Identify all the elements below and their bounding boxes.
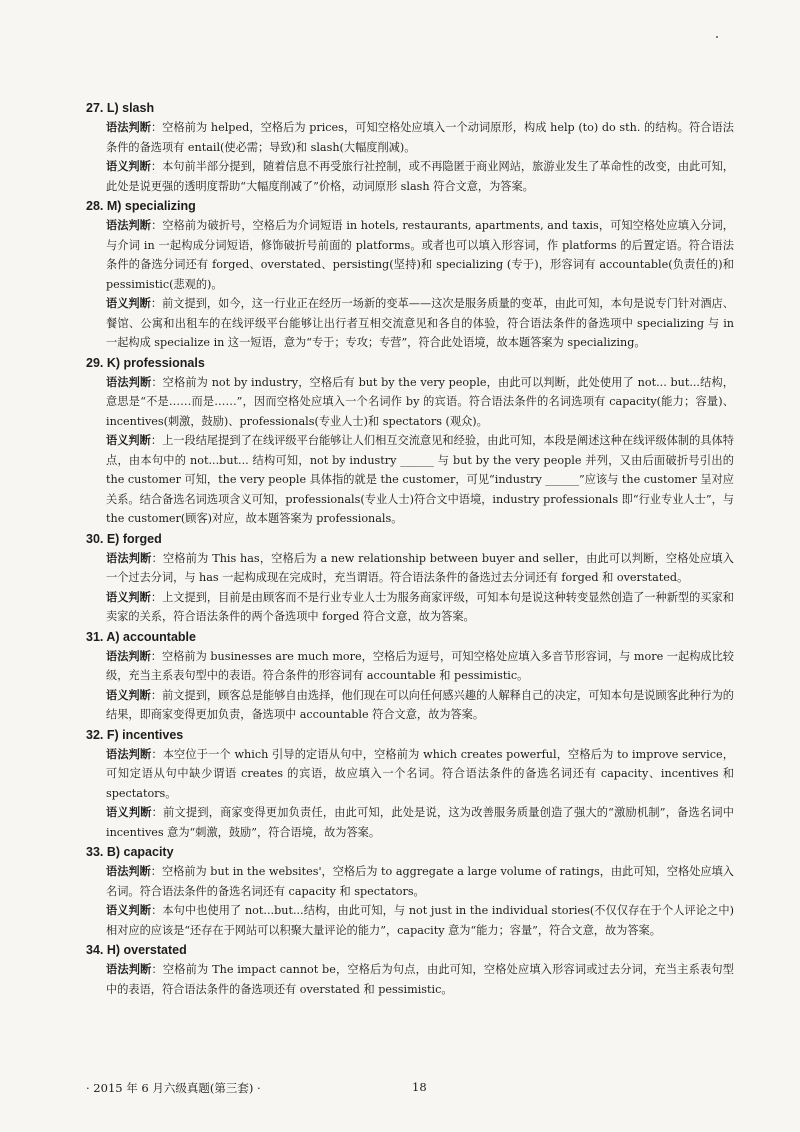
semantic-judgment: 语义判断：上文提到，目前是由顾客而不是行业专业人士为服务商家评级，可知本句是说这种转变显然创造了一种新型的买家和卖家的关系，符合语法条件的两个备选项中 forged 符合文意，故为答案。	[106, 590, 734, 623]
answer-title: 31. A) accountable	[86, 629, 196, 644]
grammar-label: 语法判断	[106, 747, 152, 761]
grammar-judgment: 语法判断：空格前为 not by industry，空格后有 but by the very people，由此可以判断，此处使用了 not... but...结构，意思是“不是……而是……”，因而空格处应填入一个名词作 by 的宾语。符合语法条件的名词选项有 capacity(能力；容量)、incentives(刺激，鼓励)、professionals(专业人士)和 spectators (观众)。	[106, 375, 734, 428]
grammar-text: 本空位于一个 which 引导的定语从句中，空格前为 which creates powerful，空格后为 to improve service，可知定语从句中缺少谓语 creates 的宾语，故应填入一个名词。符合语法条件的备选名词还有 capacity、incentives 和 spectators。	[106, 747, 734, 800]
grammar-text: 空格前为 not by industry，空格后有 but by the very people，由此可以判断，此处使用了 not... but...结构，意思是“不是……而是……”，因而空格处应填入一个名词作 by 的宾语。符合语法条件的名词选项有 capacity(能力；容量)、incentives(刺激，鼓励)、professionals(专业人士)和 spectators (观众)。	[106, 375, 734, 428]
semantic-text: 本句中也使用了 not...but...结构，由此可知，与 not just in the individual stories(不仅仅存在于个人评论之中)相对应的应该是“还存在于网站可以积聚大量评论的能力”，capacity 意为“能力；容量”，符合文意，故为答案。	[106, 904, 734, 937]
grammar-judgment: 语法判断：空格前为 The impact cannot be，空格后为句点，由此可知，空格处应填入形容词或过去分词，充当主系表句型中的表语，符合语法条件的备选项还有 overstated 和 pessimistic。	[106, 963, 734, 996]
answer-title: 29. K) professionals	[86, 355, 205, 370]
semantic-text: 本句前半部分提到，随着信息不再受旅行社控制，或不再隐匿于商业网站，旅游业发生了革命性的改变，由此可知，此处是说更强的透明度帮助“大幅度削减了”价格，动词原形 slash 符合文意，为答案。	[106, 160, 734, 193]
page-number: 18	[412, 1080, 427, 1094]
answer-explanations	[86, 98, 734, 999]
semantic-label: 语义判断	[106, 806, 152, 819]
answer-item	[86, 196, 734, 353]
grammar-text: 空格前为 The impact cannot be，空格后为句点，由此可知，空格处应填入形容词或过去分词，充当主系表句型中的表语，符合语法条件的备选项还有 overstated 和 pessimistic。	[106, 963, 734, 996]
semantic-judgment: 语义判断：本句前半部分提到，随着信息不再受旅行社控制，或不再隐匿于商业网站，旅游业发生了革命性的改变，由此可知，此处是说更强的透明度帮助“大幅度削减了”价格，动词原形 slash 符合文意，为答案。	[106, 160, 734, 193]
grammar-judgment: 语法判断：空格前为 but in the websites'，空格后为 to aggregate a large volume of ratings，由此可知，空格处应填入名词。符合语法条件的备选名词还有 capacity 和 spectators。	[106, 865, 734, 898]
footer-source: · 2015 年 6 月六级真题(第三套) ·	[86, 1081, 261, 1095]
answer-item	[86, 98, 734, 196]
semantic-judgment: 语义判断：前文提到，顾客总是能够自由选择，他们现在可以向任何感兴趣的人解释自己的决定，可知本句是说顾客此种行为的结果，即商家变得更加负责，备选项中 accountable 符合文意，故为答案。	[106, 688, 734, 721]
grammar-label: 语法判断	[106, 121, 152, 134]
semantic-text: 前文提到，商家变得更加负责任，由此可知，此处是说，这为改善服务质量创造了强大的“激励机制”，备选名词中 incentives 意为“刺激，鼓励”，符合语境，故为答案。	[106, 806, 734, 839]
semantic-judgment: 语义判断：本句中也使用了 not...but...结构，由此可知，与 not just in the individual stories(不仅仅存在于个人评论之中)相对应的应该是“还存在于网站可以积聚大量评论的能力”，capacity 意为“能力；容量”，符合文意，故为答案。	[106, 904, 734, 937]
semantic-text: 前文提到，如今，这一行业正在经历一场新的变革——这次是服务质量的变革，由此可知，本句是说专门针对酒店、餐馆、公寓和出租车的在线评级平台能够让出行者互相交流意见和各自的体验，符合语法条件的备选项中 specializing 与 in 一起构成 specialize in 这一短语，意为“专于；专攻；专营”，符合此处语境，故本题答案为 specializing。	[106, 297, 734, 349]
grammar-label: 语法判断	[106, 963, 152, 976]
grammar-judgment: 语法判断：空格前为破折号，空格后为介词短语 in hotels, restaurants, apartments, and taxis，可知空格处应填入分词，与介词 in 一起构成分词短语，修饰破折号前面的 platforms。或者也可以填入形容词，作 platforms 的后置定语。符合语法条件的备选分词还有 forged、overstated、persisting(坚持)和 specializing (专于)，形容词有 accountable(负责任的)和 pessimistic(悲观的)。	[106, 219, 734, 291]
semantic-judgment: 语义判断：上一段结尾提到了在线评级平台能够让人们相互交流意见和经验，由此可知，本段是阐述这种在线评级体制的具体特点，由本句中的 not...but... 结构可知，not by industry ______ 与 but by the very people 并列，又由后面破折号引出的 the customer 可知，the very people 具体指的就是 the customer，可见“industry ______”应该与 the customer 呈对应关系。结合备选名词选项含义可知，professionals(专业人士)符合文中语境，industry professionals 即“行业专业人士”，与 the customer(顾客)对应，故本题答案为 professionals。	[106, 434, 734, 525]
answer-title: 27. L) slash	[86, 101, 155, 115]
scan-speck	[716, 36, 718, 38]
semantic-label: 语义判断	[106, 590, 151, 604]
semantic-label: 语义判断	[106, 297, 151, 310]
answer-item	[86, 627, 734, 725]
answer-title: 30. E) forged	[86, 531, 162, 546]
grammar-label: 语法判断	[106, 375, 152, 389]
answer-item	[86, 842, 734, 940]
grammar-label: 语法判断	[106, 865, 151, 878]
semantic-judgment: 语义判断：前文提到，商家变得更加负责任，由此可知，此处是说，这为改善服务质量创造了强大的“激励机制”，备选名词中 incentives 意为“刺激，鼓励”，符合语境，故为答案。	[106, 806, 734, 839]
grammar-judgment: 语法判断：空格前为 This has，空格后为 a new relationship between buyer and seller，由此可以判断，空格处应填入一个过去分词，与 has 一起构成现在完成时，充当谓语。符合语法条件的备选过去分词还有 forged 和 overstated。	[106, 551, 734, 584]
grammar-label: 语法判断	[106, 649, 151, 663]
semantic-judgment: 语义判断：前文提到，如今，这一行业正在经历一场新的变革——这次是服务质量的变革，由此可知，本句是说专门针对酒店、餐馆、公寓和出租车的在线评级平台能够让出行者互相交流意见和各自的体验，符合语法条件的备选项中 specializing 与 in 一起构成 specialize in 这一短语，意为“专于；专攻；专营”，符合此处语境，故本题答案为 specializing。	[106, 297, 734, 349]
answer-item	[86, 529, 734, 627]
grammar-judgment: 语法判断：空格前为 businesses are much more，空格后为逗号，可知空格处应填入多音节形容词，与 more 一起构成比较级，充当主系表句型中的表语。符合条件的形容词有 accountable 和 pessimistic。	[106, 649, 734, 682]
semantic-text: 上一段结尾提到了在线评级平台能够让人们相互交流意见和经验，由此可知，本段是阐述这种在线评级体制的具体特点，由本句中的 not...but... 结构可知，not by industry ______ 与 but by the very people 并列，又由后面破折号引出的 the customer 可知，the very people 具体指的就是 the customer，可见“industry ______”应该与 the customer 呈对应关系。结合备选名词选项含义可知，professionals(专业人士)符合文中语境，industry professionals 即“行业专业人士”，与 the customer(顾客)对应，故本题答案为 professionals。	[106, 434, 734, 525]
semantic-label: 语义判断	[106, 160, 151, 173]
semantic-label: 语义判断	[106, 904, 152, 917]
grammar-label: 语法判断	[106, 551, 152, 565]
grammar-judgment: 语法判断：空格前为 helped，空格后为 prices，可知空格处应填入一个动词原形，构成 help (to) do sth. 的结构。符合语法条件的备选项有 entail(使必需；导致)和 slash(大幅度削减)。	[106, 121, 734, 154]
semantic-label: 语义判断	[106, 688, 151, 702]
answer-title: 33. B) capacity	[86, 845, 174, 859]
grammar-judgment: 语法判断：本空位于一个 which 引导的定语从句中，空格前为 which creates powerful，空格后为 to improve service，可知定语从句中缺少谓语 creates 的宾语，故应填入一个名词。符合语法条件的备选名词还有 capacity、incentives 和 spectators。	[106, 747, 734, 800]
answer-item	[86, 353, 734, 529]
grammar-label: 语法判断	[106, 219, 152, 232]
semantic-text: 上文提到，目前是由顾客而不是行业专业人士为服务商家评级，可知本句是说这种转变显然创造了一种新型的买家和卖家的关系，符合语法条件的两个备选项中 forged 符合文意，故为答案。	[106, 590, 734, 623]
semantic-label: 语义判断	[106, 434, 151, 447]
grammar-text: 空格前为破折号，空格后为介词短语 in hotels, restaurants, apartments, and taxis，可知空格处应填入分词，与介词 in 一起构成分词短语，修饰破折号前面的 platforms。或者也可以填入形容词，作 platforms 的后置定语。符合语法条件的备选分词还有 forged、overstated、persisting(坚持)和 specializing (专于)，形容词有 accountable(负责任的)和 pessimistic(悲观的)。	[106, 219, 734, 291]
grammar-text: 空格前为 but in the websites'，空格后为 to aggregate a large volume of ratings，由此可知，空格处应填入名词。符合语法条件的备选名词还有 capacity 和 spectators。	[106, 865, 734, 898]
semantic-text: 前文提到，顾客总是能够自由选择，他们现在可以向任何感兴趣的人解释自己的决定，可知本句是说顾客此种行为的结果，即商家变得更加负责，备选项中 accountable 符合文意，故为答案。	[106, 688, 734, 721]
answer-title: 28. M) specializing	[86, 199, 196, 213]
answer-item	[86, 725, 734, 843]
grammar-text: 空格前为 businesses are much more，空格后为逗号，可知空格处应填入多音节形容词，与 more 一起构成比较级，充当主系表句型中的表语。符合条件的形容词有 accountable 和 pessimistic。	[106, 649, 734, 682]
grammar-text: 空格前为 helped，空格后为 prices，可知空格处应填入一个动词原形，构成 help (to) do sth. 的结构。符合语法条件的备选项有 entail(使必需；导致)和 slash(大幅度削减)。	[106, 121, 734, 154]
answer-title: 32. F) incentives	[86, 727, 184, 742]
answer-title: 34. H) overstated	[86, 943, 187, 957]
grammar-text: 空格前为 This has，空格后为 a new relationship between buyer and seller，由此可以判断，空格处应填入一个过去分词，与 has 一起构成现在完成时，充当谓语。符合语法条件的备选过去分词还有 forged 和 overstated。	[106, 551, 734, 584]
answer-item	[86, 940, 734, 999]
